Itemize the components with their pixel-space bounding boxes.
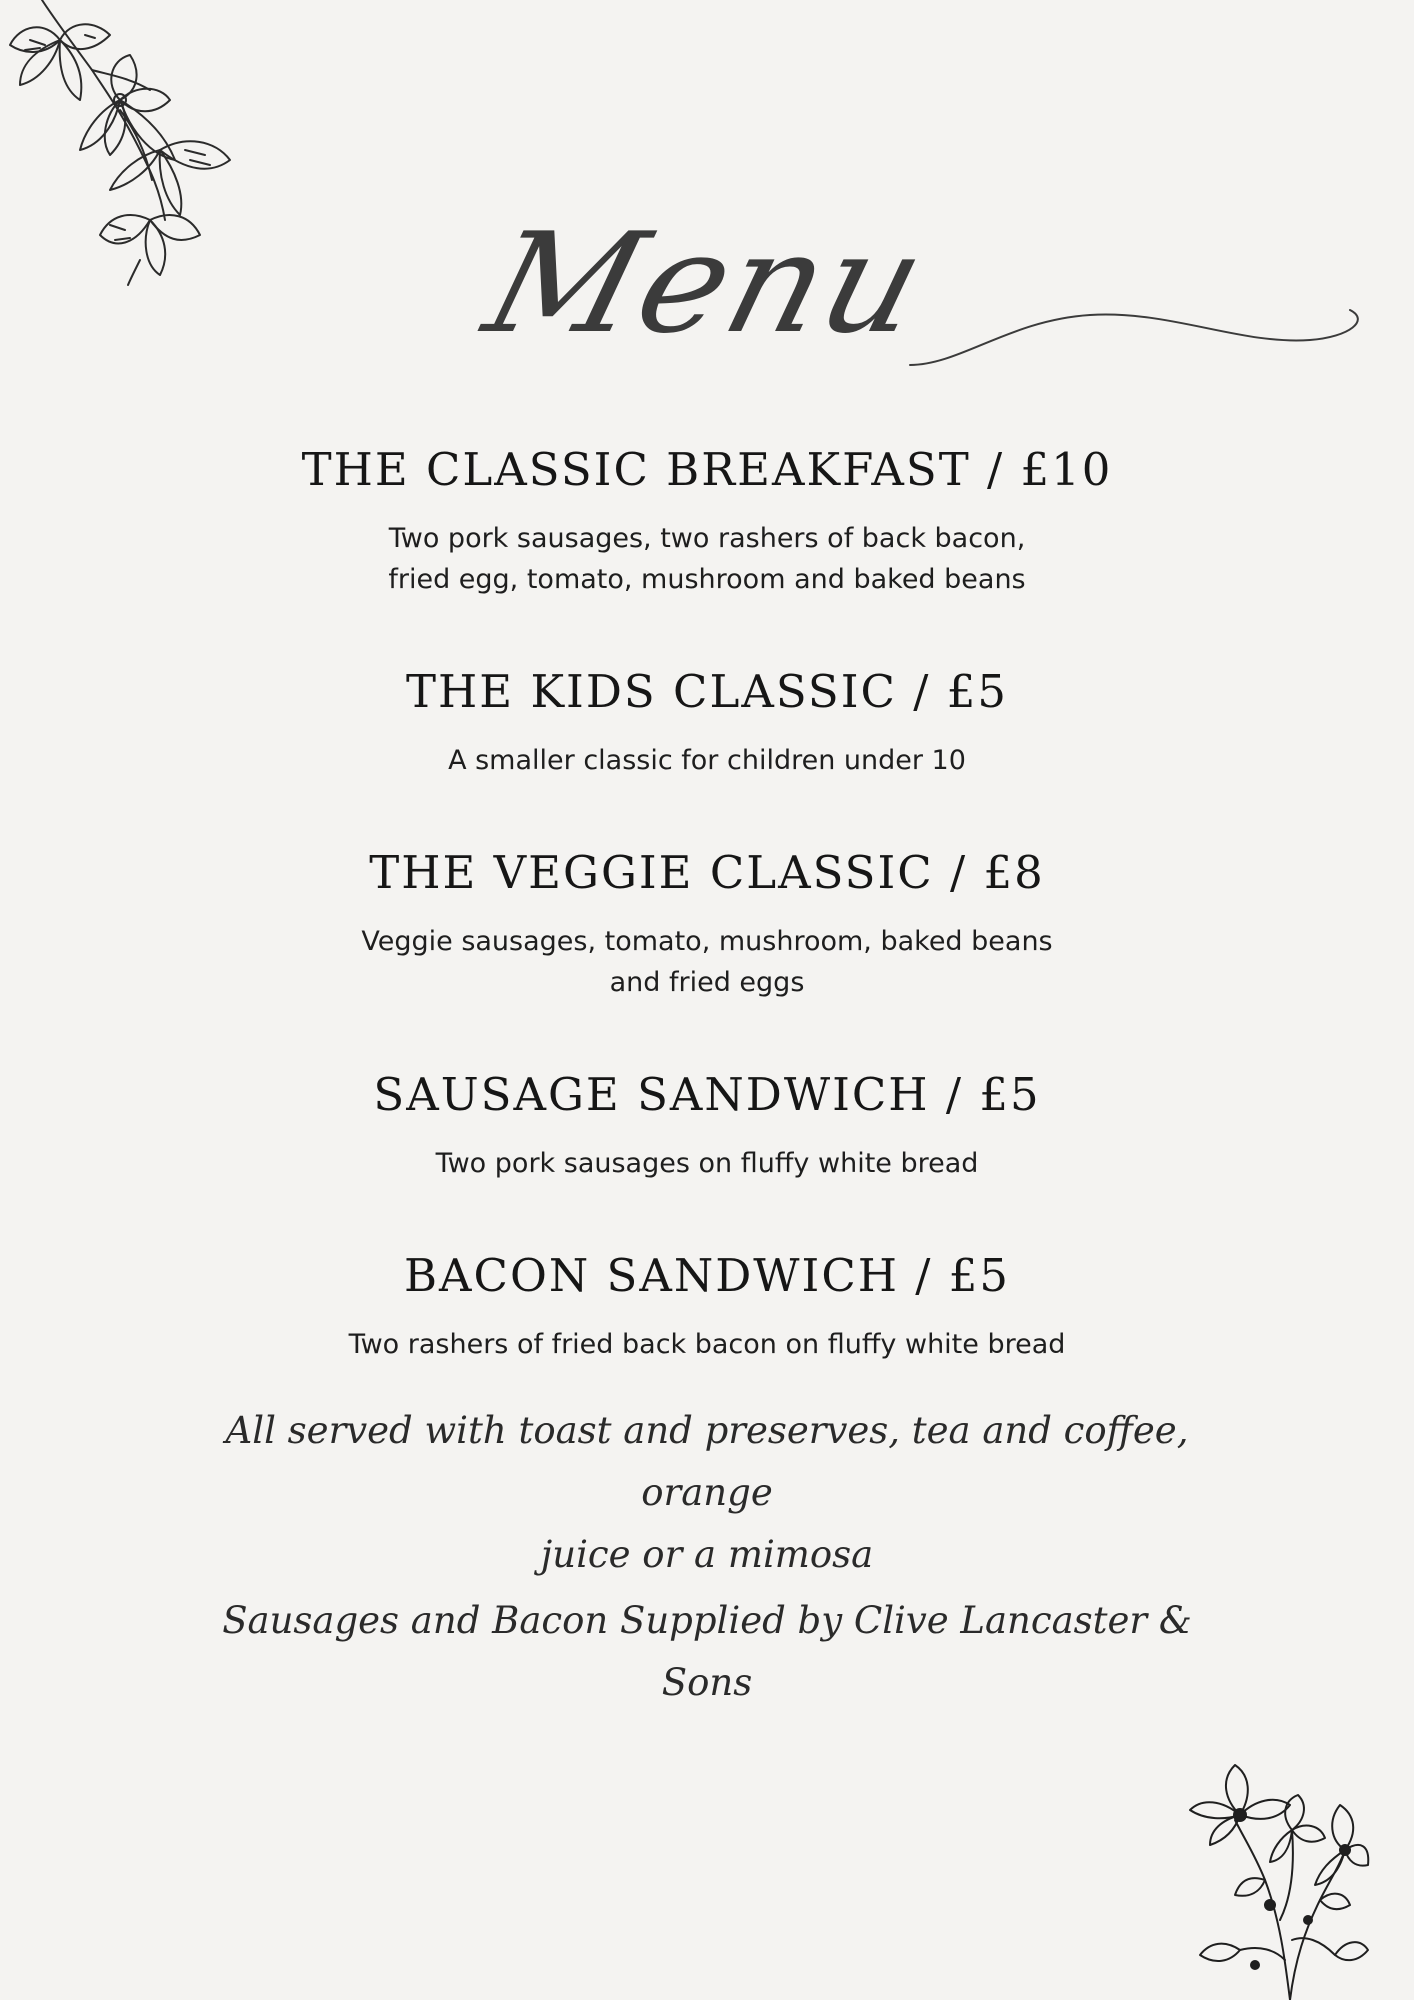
menu-item-name: THE VEGGIE CLASSIC / £8 bbox=[369, 846, 1045, 899]
menu-item bbox=[0, 1246, 1414, 1365]
menu-item-description-line: A smaller classic for children under 10 bbox=[448, 745, 966, 776]
menu-item-description bbox=[0, 518, 1414, 600]
menu-item bbox=[0, 662, 1414, 781]
menu-item-description-line: and fried eggs bbox=[609, 967, 805, 998]
floral-sprig-icon bbox=[0, 0, 250, 290]
menu-title-block bbox=[470, 203, 1370, 395]
menu-item-description-line: Two pork sausages, two rashers of back bacon, bbox=[388, 523, 1026, 554]
served-with-note-line: All served with toast and preserves, tea and coffee, orange bbox=[225, 1409, 1189, 1514]
menu-item-name: THE CLASSIC BREAKFAST / £10 bbox=[301, 443, 1113, 496]
menu-item bbox=[0, 1065, 1414, 1184]
menu-item-description bbox=[0, 740, 1414, 781]
served-with-note-line: juice or a mimosa bbox=[540, 1533, 874, 1576]
menu-item-description-line: Veggie sausages, tomato, mushroom, baked beans bbox=[361, 926, 1053, 957]
menu-item-name: THE KIDS CLASSIC / £5 bbox=[406, 665, 1008, 718]
menu-item-description-line: Two rashers of fried back bacon on fluffy white bread bbox=[348, 1329, 1066, 1360]
menu-item-description-line: Two pork sausages on fluffy white bread bbox=[435, 1148, 979, 1179]
menu-item-description bbox=[0, 1324, 1414, 1365]
menu-item-name: BACON SANDWICH / £5 bbox=[403, 1249, 1011, 1302]
menu-item-name: SAUSAGE SANDWICH / £5 bbox=[373, 1068, 1041, 1121]
menu-item bbox=[0, 843, 1414, 1003]
menu-item-description bbox=[0, 921, 1414, 1003]
page-title: Menu bbox=[470, 203, 943, 364]
wildflower-bouquet-icon bbox=[1180, 1760, 1370, 2000]
menu-item bbox=[0, 440, 1414, 600]
menu-item-description-line: fried egg, tomato, mushroom and baked beans bbox=[388, 564, 1026, 595]
supplier-note: Sausages and Bacon Supplied by Clive Lancaster & Sons bbox=[222, 1599, 1192, 1704]
menu-item-description bbox=[0, 1143, 1414, 1184]
served-with-note bbox=[200, 1400, 1214, 1586]
